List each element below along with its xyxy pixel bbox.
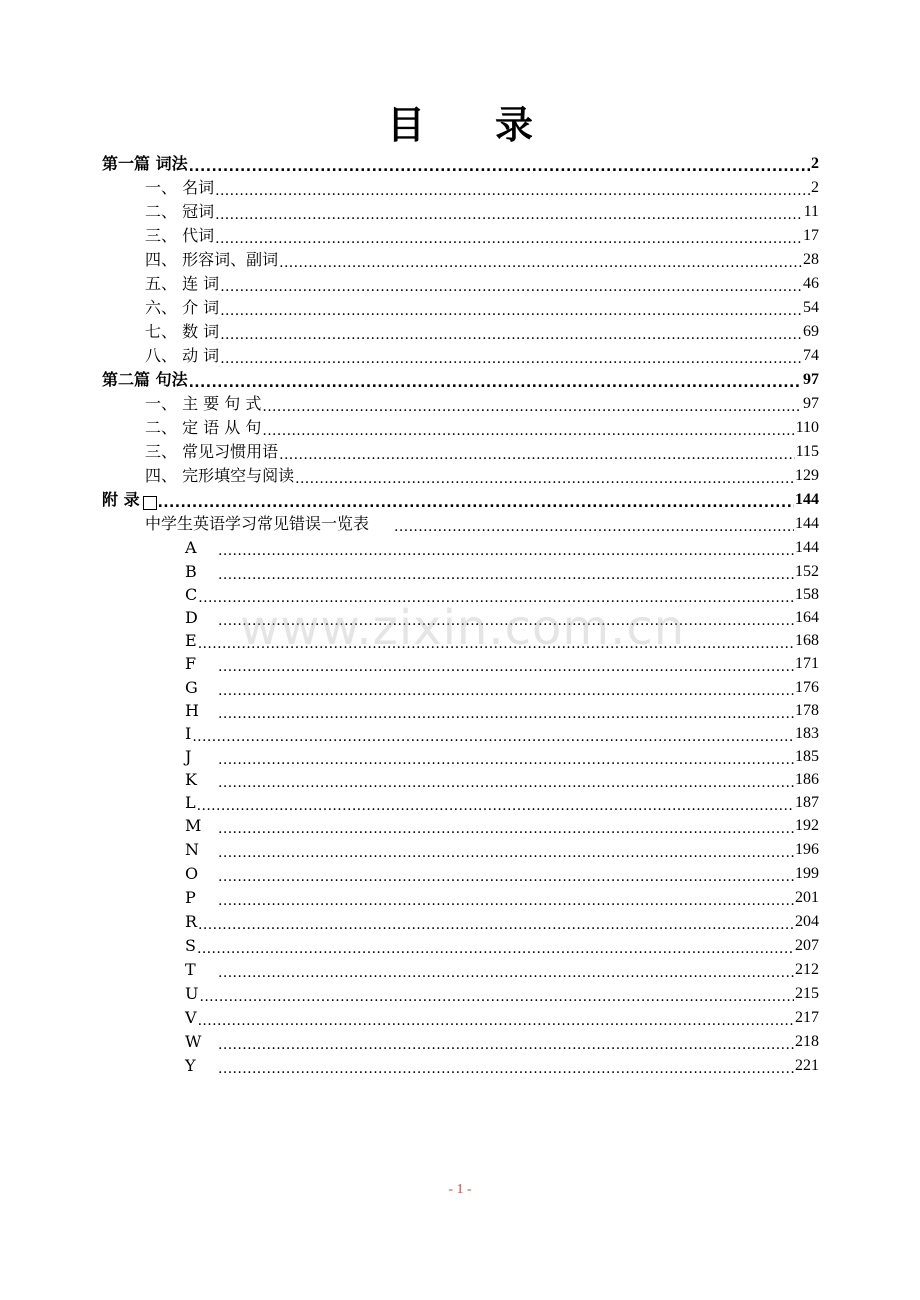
dot-leader <box>218 1060 794 1076</box>
toc-label: P <box>185 888 196 907</box>
toc-entry[interactable] <box>145 224 819 246</box>
dot-leader <box>218 868 794 884</box>
toc-label: T <box>185 960 196 979</box>
toc-entry[interactable] <box>185 1006 819 1028</box>
toc-page-number: 97 <box>803 371 819 388</box>
dot-leader <box>192 728 794 744</box>
toc-entry[interactable] <box>185 699 819 721</box>
watermark: www.zixin.com.cn <box>240 600 686 656</box>
title-char-2: 录 <box>495 103 534 147</box>
toc-page-number: 171 <box>795 655 819 672</box>
toc-label: 六、 介 词 <box>145 298 220 317</box>
toc-page-number: 215 <box>795 985 819 1002</box>
toc-page-number: 196 <box>795 841 819 858</box>
toc-label: U <box>185 984 199 1003</box>
dot-leader <box>218 682 794 698</box>
toc-page-number: 97 <box>803 395 819 412</box>
toc-label: I <box>185 724 192 743</box>
toc-page-number: 221 <box>795 1057 819 1074</box>
toc-entry[interactable] <box>145 464 819 486</box>
toc-page-number: 204 <box>795 913 819 930</box>
dot-leader <box>199 988 794 1004</box>
toc-page-number: 115 <box>795 443 819 460</box>
toc-label: 一、 名词 <box>145 178 215 197</box>
toc-page-number: 152 <box>795 563 819 580</box>
dot-leader <box>198 916 794 932</box>
toc-page-number: 212 <box>795 961 819 978</box>
toc-entry[interactable] <box>185 838 819 860</box>
toc-label: M <box>185 816 202 835</box>
toc-page-number: 69 <box>803 323 819 340</box>
toc-entry[interactable] <box>185 1030 819 1052</box>
dot-leader <box>158 494 794 510</box>
toc-section[interactable] <box>102 368 819 390</box>
toc-page-number: 2 <box>811 179 819 196</box>
toc-page-number: 11 <box>803 203 819 220</box>
toc-page-number: 186 <box>795 771 819 788</box>
toc-entry[interactable] <box>185 910 819 932</box>
toc-entry[interactable] <box>185 814 819 836</box>
toc-entry[interactable] <box>185 536 819 558</box>
toc-entry[interactable] <box>185 745 819 767</box>
dot-leader <box>218 892 794 908</box>
toc-label: N <box>185 840 199 859</box>
toc-entry[interactable] <box>145 416 819 438</box>
toc-label: 七、 数 词 <box>145 322 220 341</box>
toc-entry[interactable] <box>185 676 819 698</box>
toc-label: B <box>185 562 197 581</box>
dot-leader <box>295 470 794 486</box>
toc-label: 四、 完形填空与阅读 <box>145 466 295 485</box>
toc-label: C <box>185 585 198 604</box>
toc-entry[interactable] <box>145 248 819 270</box>
toc-label: J <box>185 747 192 766</box>
toc-page-number: 74 <box>803 347 819 364</box>
toc-label: W <box>185 1032 202 1051</box>
dot-leader <box>279 446 795 462</box>
dot-leader <box>279 254 802 270</box>
toc-page-number: 17 <box>803 227 819 244</box>
toc-entry[interactable] <box>185 862 819 884</box>
dot-leader <box>218 964 794 980</box>
dot-leader <box>189 158 810 174</box>
dot-leader <box>262 398 802 414</box>
toc-page-number: 201 <box>795 889 819 906</box>
toc-page-number: 218 <box>795 1033 819 1050</box>
toc-label: V <box>185 1008 197 1027</box>
toc-entry[interactable] <box>185 560 819 582</box>
toc-entry[interactable] <box>145 440 819 462</box>
toc-label: 一、 主 要 句 式 <box>145 394 262 413</box>
toc-page-number: 164 <box>795 609 819 626</box>
toc-label: 二、 定 语 从 句 <box>145 418 262 437</box>
toc-page-number: 46 <box>803 275 819 292</box>
toc-label: L <box>185 793 196 812</box>
toc-page-number: 199 <box>795 865 819 882</box>
dot-leader <box>189 374 802 390</box>
dot-leader <box>218 1036 794 1052</box>
toc-label: O <box>185 864 199 883</box>
page-number: - 1 - <box>448 1182 472 1197</box>
toc-entry[interactable] <box>185 886 819 908</box>
dot-leader <box>215 182 810 198</box>
toc-entry[interactable] <box>185 1054 819 1076</box>
dot-leader <box>218 705 794 721</box>
dot-leader <box>262 422 794 438</box>
toc-entry[interactable] <box>185 791 819 813</box>
toc-label: 三、 代词 <box>145 226 215 245</box>
toc-entry[interactable] <box>145 344 819 366</box>
toc-section[interactable] <box>102 488 819 510</box>
dot-leader <box>218 774 794 790</box>
dot-leader <box>218 844 794 860</box>
toc-section[interactable] <box>102 152 819 174</box>
toc-entry[interactable] <box>185 934 819 956</box>
dot-leader <box>215 206 803 222</box>
toc-page-number: 2 <box>811 155 819 172</box>
toc-label: 第一篇 词法 <box>102 154 188 173</box>
toc-entry[interactable] <box>185 958 819 980</box>
dot-leader <box>197 797 794 813</box>
toc-label: 第二篇 句法 <box>102 370 188 389</box>
toc-label: 三、 常见习惯用语 <box>145 442 279 461</box>
toc-page-number: 110 <box>795 419 819 436</box>
toc-label: A <box>185 538 197 557</box>
dot-leader <box>218 820 794 836</box>
dot-leader <box>220 326 802 342</box>
toc-label: 五、 连 词 <box>145 274 220 293</box>
toc-page-number: 144 <box>795 515 819 532</box>
toc-label: D <box>185 608 198 627</box>
toc-label: Y <box>185 1056 196 1075</box>
checkbox-glyph-icon <box>143 496 157 510</box>
dot-leader <box>218 751 794 767</box>
toc-label: 中学生英语学习常见错误一览表 <box>145 514 370 533</box>
dot-leader <box>218 566 794 582</box>
toc-page-number: 217 <box>795 1009 819 1026</box>
toc-label: H <box>185 701 199 720</box>
toc-entry[interactable] <box>145 512 819 534</box>
dot-leader <box>218 542 794 558</box>
toc-entry[interactable] <box>185 982 819 1004</box>
toc-page-number: 187 <box>795 794 819 811</box>
toc-page-number: 54 <box>803 299 819 316</box>
toc-label: 附 录 <box>102 490 140 509</box>
toc-page-number: 185 <box>795 748 819 765</box>
toc-page-number: 144 <box>795 491 819 508</box>
toc-label: S <box>185 936 196 955</box>
dot-leader <box>198 1012 794 1028</box>
toc-page-number: 178 <box>795 702 819 719</box>
toc-page-number: 192 <box>795 817 819 834</box>
title-char-1: 目 <box>386 103 425 147</box>
toc-entry[interactable] <box>185 768 819 790</box>
toc-entry[interactable] <box>145 200 819 222</box>
toc-label: K <box>185 770 197 789</box>
toc-label: 二、 冠词 <box>145 202 215 221</box>
toc-entry[interactable] <box>145 320 819 342</box>
page-title <box>0 100 920 150</box>
dot-leader <box>394 518 794 534</box>
toc-label: E <box>185 631 197 650</box>
toc-page-number: 28 <box>803 251 819 268</box>
toc-label: R <box>185 912 198 931</box>
dot-leader <box>218 658 794 674</box>
toc-page-number: 158 <box>795 586 819 603</box>
toc-page-number: 183 <box>795 725 819 742</box>
toc-entry[interactable] <box>145 296 819 318</box>
toc-entry[interactable] <box>145 392 819 414</box>
dot-leader <box>220 278 802 294</box>
toc-label: G <box>185 678 198 697</box>
toc-entry[interactable] <box>185 722 819 744</box>
toc-page-number: 144 <box>795 539 819 556</box>
toc-page-number: 176 <box>795 679 819 696</box>
toc-page-number: 168 <box>795 632 819 649</box>
toc-entry[interactable] <box>145 176 819 198</box>
toc-label: 四、 形容词、副词 <box>145 250 279 269</box>
dot-leader <box>197 940 794 956</box>
dot-leader <box>215 230 802 246</box>
dot-leader <box>220 350 802 366</box>
dot-leader <box>220 302 802 318</box>
toc-page-number: 207 <box>795 937 819 954</box>
toc-label: 八、 动 词 <box>145 346 220 365</box>
toc-label: F <box>185 654 197 673</box>
toc-entry[interactable] <box>145 272 819 294</box>
toc-page-number: 129 <box>795 467 819 484</box>
